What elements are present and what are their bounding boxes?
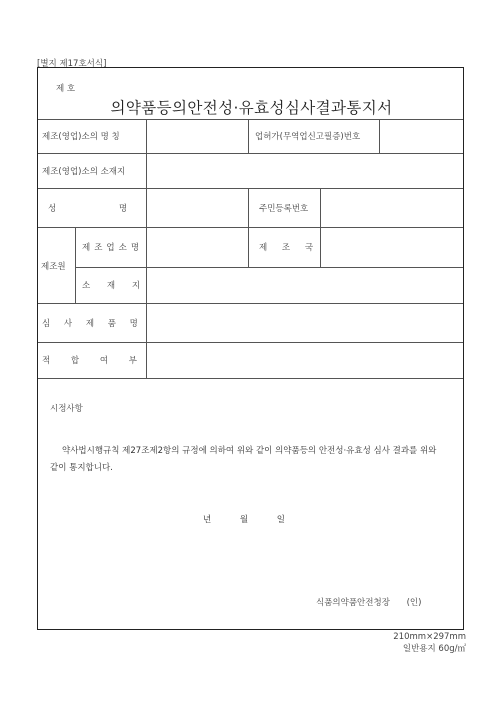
origin-country-label: 제 조 국: [259, 243, 314, 253]
column-divider: [320, 188, 321, 267]
column-divider: [248, 119, 249, 153]
issue-date: [203, 513, 285, 525]
paper-type: 일반용지 60g/㎡: [402, 644, 466, 654]
column-divider: [248, 188, 249, 267]
product-name-label: 심 사 제 품 명: [42, 319, 138, 329]
column-divider: [75, 227, 76, 303]
license-number-label: 업허가(무역업신고필증)번호: [255, 132, 361, 142]
corrections-label: 시정사항: [50, 404, 83, 414]
row-divider: [38, 153, 463, 154]
date-month: 월: [239, 515, 249, 525]
notice-body: 약사법시행규칙 제27조제2항의 규정에 의하여 위와 같이 의약품등의 안전성·유효성 심사 결과를 위와 같이 통지합니다.: [50, 446, 437, 473]
row-divider: [38, 342, 463, 343]
column-divider: [146, 119, 147, 378]
manufacturer-address-label: 제조(영업)소의 소재지: [42, 167, 126, 177]
row-divider: [75, 267, 463, 268]
manufacturer-name-label: 제조(영업)소의 명 칭: [42, 132, 120, 142]
date-year: 년: [203, 515, 212, 525]
row-divider: [38, 227, 463, 228]
origin-group-label: 제조원: [41, 262, 66, 272]
document-number-label: 제 호: [56, 84, 76, 94]
signer-title: 식품의약품안전청장: [316, 598, 390, 608]
resident-number-label: 주민등록번호: [259, 204, 309, 214]
form-reference: [별지 제17호서식]: [37, 59, 107, 69]
seal-mark: (인): [406, 598, 422, 608]
suitability-label: 적 합 여 부: [42, 356, 137, 366]
signer-block: [316, 596, 456, 608]
origin-name-label: 제조업소명: [82, 243, 144, 253]
row-divider: [38, 119, 463, 120]
notification-form: [37, 67, 464, 630]
origin-address-label: 소 재 지: [82, 281, 141, 291]
date-day: 일: [276, 515, 285, 525]
row-divider: [38, 303, 463, 304]
column-divider: [379, 119, 380, 153]
paper-size: 210mm×297mm: [393, 632, 466, 642]
name-label: 성 명: [48, 204, 128, 214]
row-divider: [38, 188, 463, 189]
form-title: 의약품등의안전성·유효성심사결과통지서: [110, 99, 393, 117]
row-divider: [38, 378, 463, 379]
